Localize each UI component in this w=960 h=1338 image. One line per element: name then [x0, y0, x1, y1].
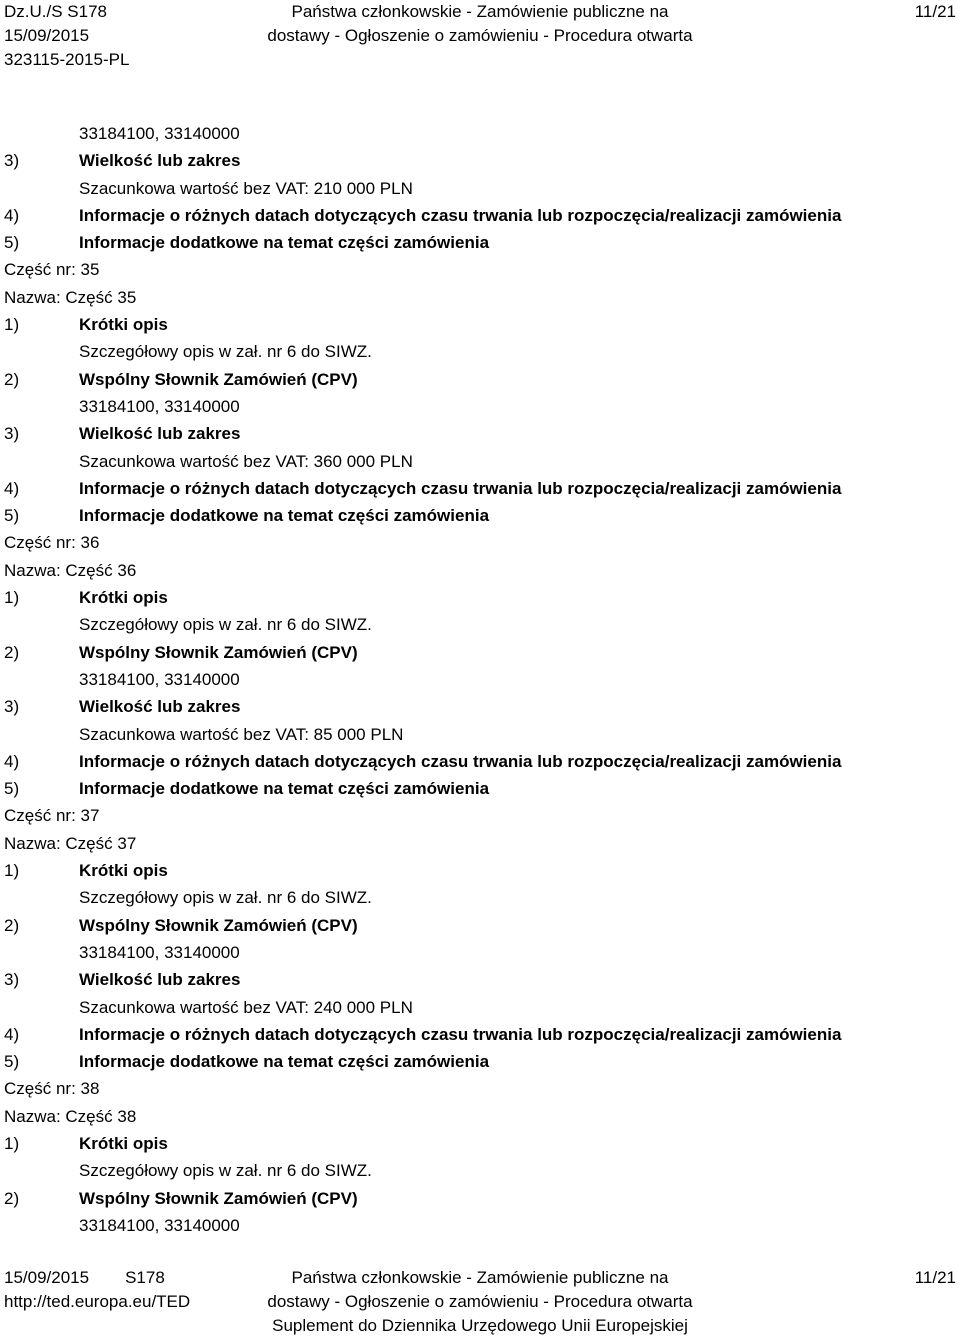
header-center — [4, 0, 956, 48]
item-number: 5) — [4, 779, 20, 799]
notice-number: 323115-2015-PL — [4, 50, 130, 69]
header-right — [915, 0, 956, 24]
cpv-codes-row — [4, 393, 956, 420]
document-body — [4, 120, 956, 1239]
size-heading-row — [4, 147, 956, 174]
size-heading: Wielkość lub zakres — [79, 697, 241, 717]
cpv-heading: Wspólny Słownik Zamówień (CPV) — [79, 1188, 358, 1208]
size-heading: Wielkość lub zakres — [79, 424, 241, 444]
cpv-codes-row — [4, 120, 956, 147]
part-number: Część nr: 35 — [4, 260, 100, 280]
size-heading: Wielkość lub zakres — [79, 970, 241, 990]
item-number: 5) — [4, 233, 20, 253]
page-number: 11/21 — [914, 2, 956, 21]
estimated-value: Szacunkowa wartość bez VAT: 210 000 PLN — [79, 178, 413, 198]
header-title-line-1: Państwa członkowskie - Zamówienie publiczne na — [291, 2, 669, 21]
short-desc-row — [4, 338, 956, 365]
part-number: Część nr: 36 — [4, 533, 100, 553]
cpv-heading-row — [4, 366, 956, 393]
header-title-line-2: dostawy - Ogłoszenie o zamówieniu - Procedura otwarta — [267, 26, 693, 45]
short-desc-heading-row — [4, 1130, 956, 1157]
item-number: 4) — [4, 751, 20, 771]
cpv-heading: Wspólny Słownik Zamówień (CPV) — [79, 642, 358, 662]
short-desc-heading-row — [4, 584, 956, 611]
item-number: 5) — [4, 1052, 20, 1072]
short-desc-heading-row — [4, 857, 956, 884]
cpv-codes-row — [4, 939, 956, 966]
cpv-codes: 33184100, 33140000 — [79, 1215, 240, 1235]
additional-heading: Informacje dodatkowe na temat części zamówienia — [79, 233, 490, 253]
value-row — [4, 994, 956, 1021]
size-heading-row — [4, 693, 956, 720]
short-desc-text: Szczegółowy opis w zał. nr 6 do SIWZ. — [79, 342, 372, 362]
size-heading-row — [4, 420, 956, 447]
item-number: 1) — [4, 588, 20, 608]
header-date: 15/09/2015 — [4, 26, 90, 45]
footer-title-line-1: Państwa członkowskie - Zamówienie publiczne na — [291, 1268, 669, 1287]
item-number: 2) — [4, 642, 20, 662]
size-heading: Wielkość lub zakres — [79, 151, 241, 171]
additional-heading: Informacje dodatkowe na temat części zamówienia — [79, 779, 490, 799]
item-number: 3) — [4, 151, 20, 171]
cpv-heading-row — [4, 1185, 956, 1212]
cpv-codes: 33184100, 33140000 — [79, 942, 240, 962]
estimated-value: Szacunkowa wartość bez VAT: 85 000 PLN — [79, 724, 404, 744]
short-desc-text: Szczegółowy opis w zał. nr 6 do SIWZ. — [79, 1161, 372, 1181]
value-row — [4, 448, 956, 475]
additional-heading-row — [4, 229, 956, 256]
cpv-codes: 33184100, 33140000 — [79, 396, 240, 416]
cpv-codes-row — [4, 1212, 956, 1239]
page-header — [4, 0, 956, 70]
dates-heading-row — [4, 202, 956, 229]
additional-heading-row — [4, 502, 956, 529]
part-name: Nazwa: Część 37 — [4, 833, 137, 853]
value-row — [4, 175, 956, 202]
additional-heading: Informacje dodatkowe na temat części zamówienia — [79, 1052, 490, 1072]
footer-right — [915, 1266, 956, 1290]
dates-heading: Informacje o różnych datach dotyczących czasu trwania lub rozpoczęcia/realizacji zamówienia — [79, 1024, 842, 1044]
footer-supplement: Suplement do Dziennika Urzędowego Unii Europejskiej — [272, 1316, 688, 1335]
item-number: 2) — [4, 915, 20, 935]
short-desc-heading: Krótki opis — [79, 315, 168, 335]
part-number: Część nr: 38 — [4, 1079, 100, 1099]
short-desc-heading: Krótki opis — [79, 588, 168, 608]
item-number: 3) — [4, 970, 20, 990]
page-footer — [4, 1266, 956, 1334]
footer-title-line-2: dostawy - Ogłoszenie o zamówieniu - Procedura otwarta — [267, 1292, 693, 1311]
footer-date: 15/09/2015 — [4, 1268, 90, 1287]
part-name: Nazwa: Część 38 — [4, 1106, 137, 1126]
short-desc-text: Szczegółowy opis w zał. nr 6 do SIWZ. — [79, 888, 372, 908]
estimated-value: Szacunkowa wartość bez VAT: 360 000 PLN — [79, 451, 413, 471]
short-desc-heading-row — [4, 311, 956, 338]
item-number: 3) — [4, 424, 20, 444]
dates-heading-row — [4, 475, 956, 502]
short-desc-heading: Krótki opis — [79, 861, 168, 881]
short-desc-row — [4, 1157, 956, 1184]
cpv-heading-row — [4, 639, 956, 666]
size-heading-row — [4, 966, 956, 993]
cpv-heading-row — [4, 912, 956, 939]
footer-series: S178 — [125, 1268, 165, 1287]
additional-heading-row — [4, 1048, 956, 1075]
cpv-heading: Wspólny Słownik Zamówień (CPV) — [79, 369, 358, 389]
cpv-heading: Wspólny Słownik Zamówień (CPV) — [79, 915, 358, 935]
dates-heading: Informacje o różnych datach dotyczących czasu trwania lub rozpoczęcia/realizacji zamówienia — [79, 205, 842, 225]
additional-heading: Informacje dodatkowe na temat części zamówienia — [79, 506, 490, 526]
ted-link[interactable]: http://ted.europa.eu/TED — [4, 1292, 191, 1311]
dates-heading: Informacje o różnych datach dotyczących czasu trwania lub rozpoczęcia/realizacji zamówienia — [79, 478, 842, 498]
short-desc-heading: Krótki opis — [79, 1133, 168, 1153]
item-number: 4) — [4, 205, 20, 225]
item-number: 1) — [4, 861, 20, 881]
short-desc-row — [4, 611, 956, 638]
item-number: 2) — [4, 1188, 20, 1208]
cpv-codes: 33184100, 33140000 — [79, 669, 240, 689]
part-name: Nazwa: Część 36 — [4, 560, 137, 580]
item-number: 3) — [4, 697, 20, 717]
additional-heading-row — [4, 775, 956, 802]
value-row — [4, 721, 956, 748]
dates-heading-row — [4, 748, 956, 775]
footer-center — [4, 1266, 956, 1338]
item-number: 5) — [4, 506, 20, 526]
cpv-codes-row — [4, 666, 956, 693]
item-number: 1) — [4, 315, 20, 335]
item-number: 1) — [4, 1133, 20, 1153]
short-desc-text: Szczegółowy opis w zał. nr 6 do SIWZ. — [79, 615, 372, 635]
item-number: 2) — [4, 369, 20, 389]
footer-page-number: 11/21 — [914, 1268, 956, 1287]
part-number: Część nr: 37 — [4, 806, 100, 826]
estimated-value: Szacunkowa wartość bez VAT: 240 000 PLN — [79, 997, 413, 1017]
item-number: 4) — [4, 1024, 20, 1044]
cpv-codes: 33184100, 33140000 — [79, 124, 240, 143]
part-name: Nazwa: Część 35 — [4, 287, 137, 307]
dates-heading: Informacje o różnych datach dotyczących czasu trwania lub rozpoczęcia/realizacji zamówienia — [79, 751, 842, 771]
dates-heading-row — [4, 1021, 956, 1048]
short-desc-row — [4, 884, 956, 911]
item-number: 4) — [4, 478, 20, 498]
journal-reference: Dz.U./S S178 — [4, 2, 107, 21]
